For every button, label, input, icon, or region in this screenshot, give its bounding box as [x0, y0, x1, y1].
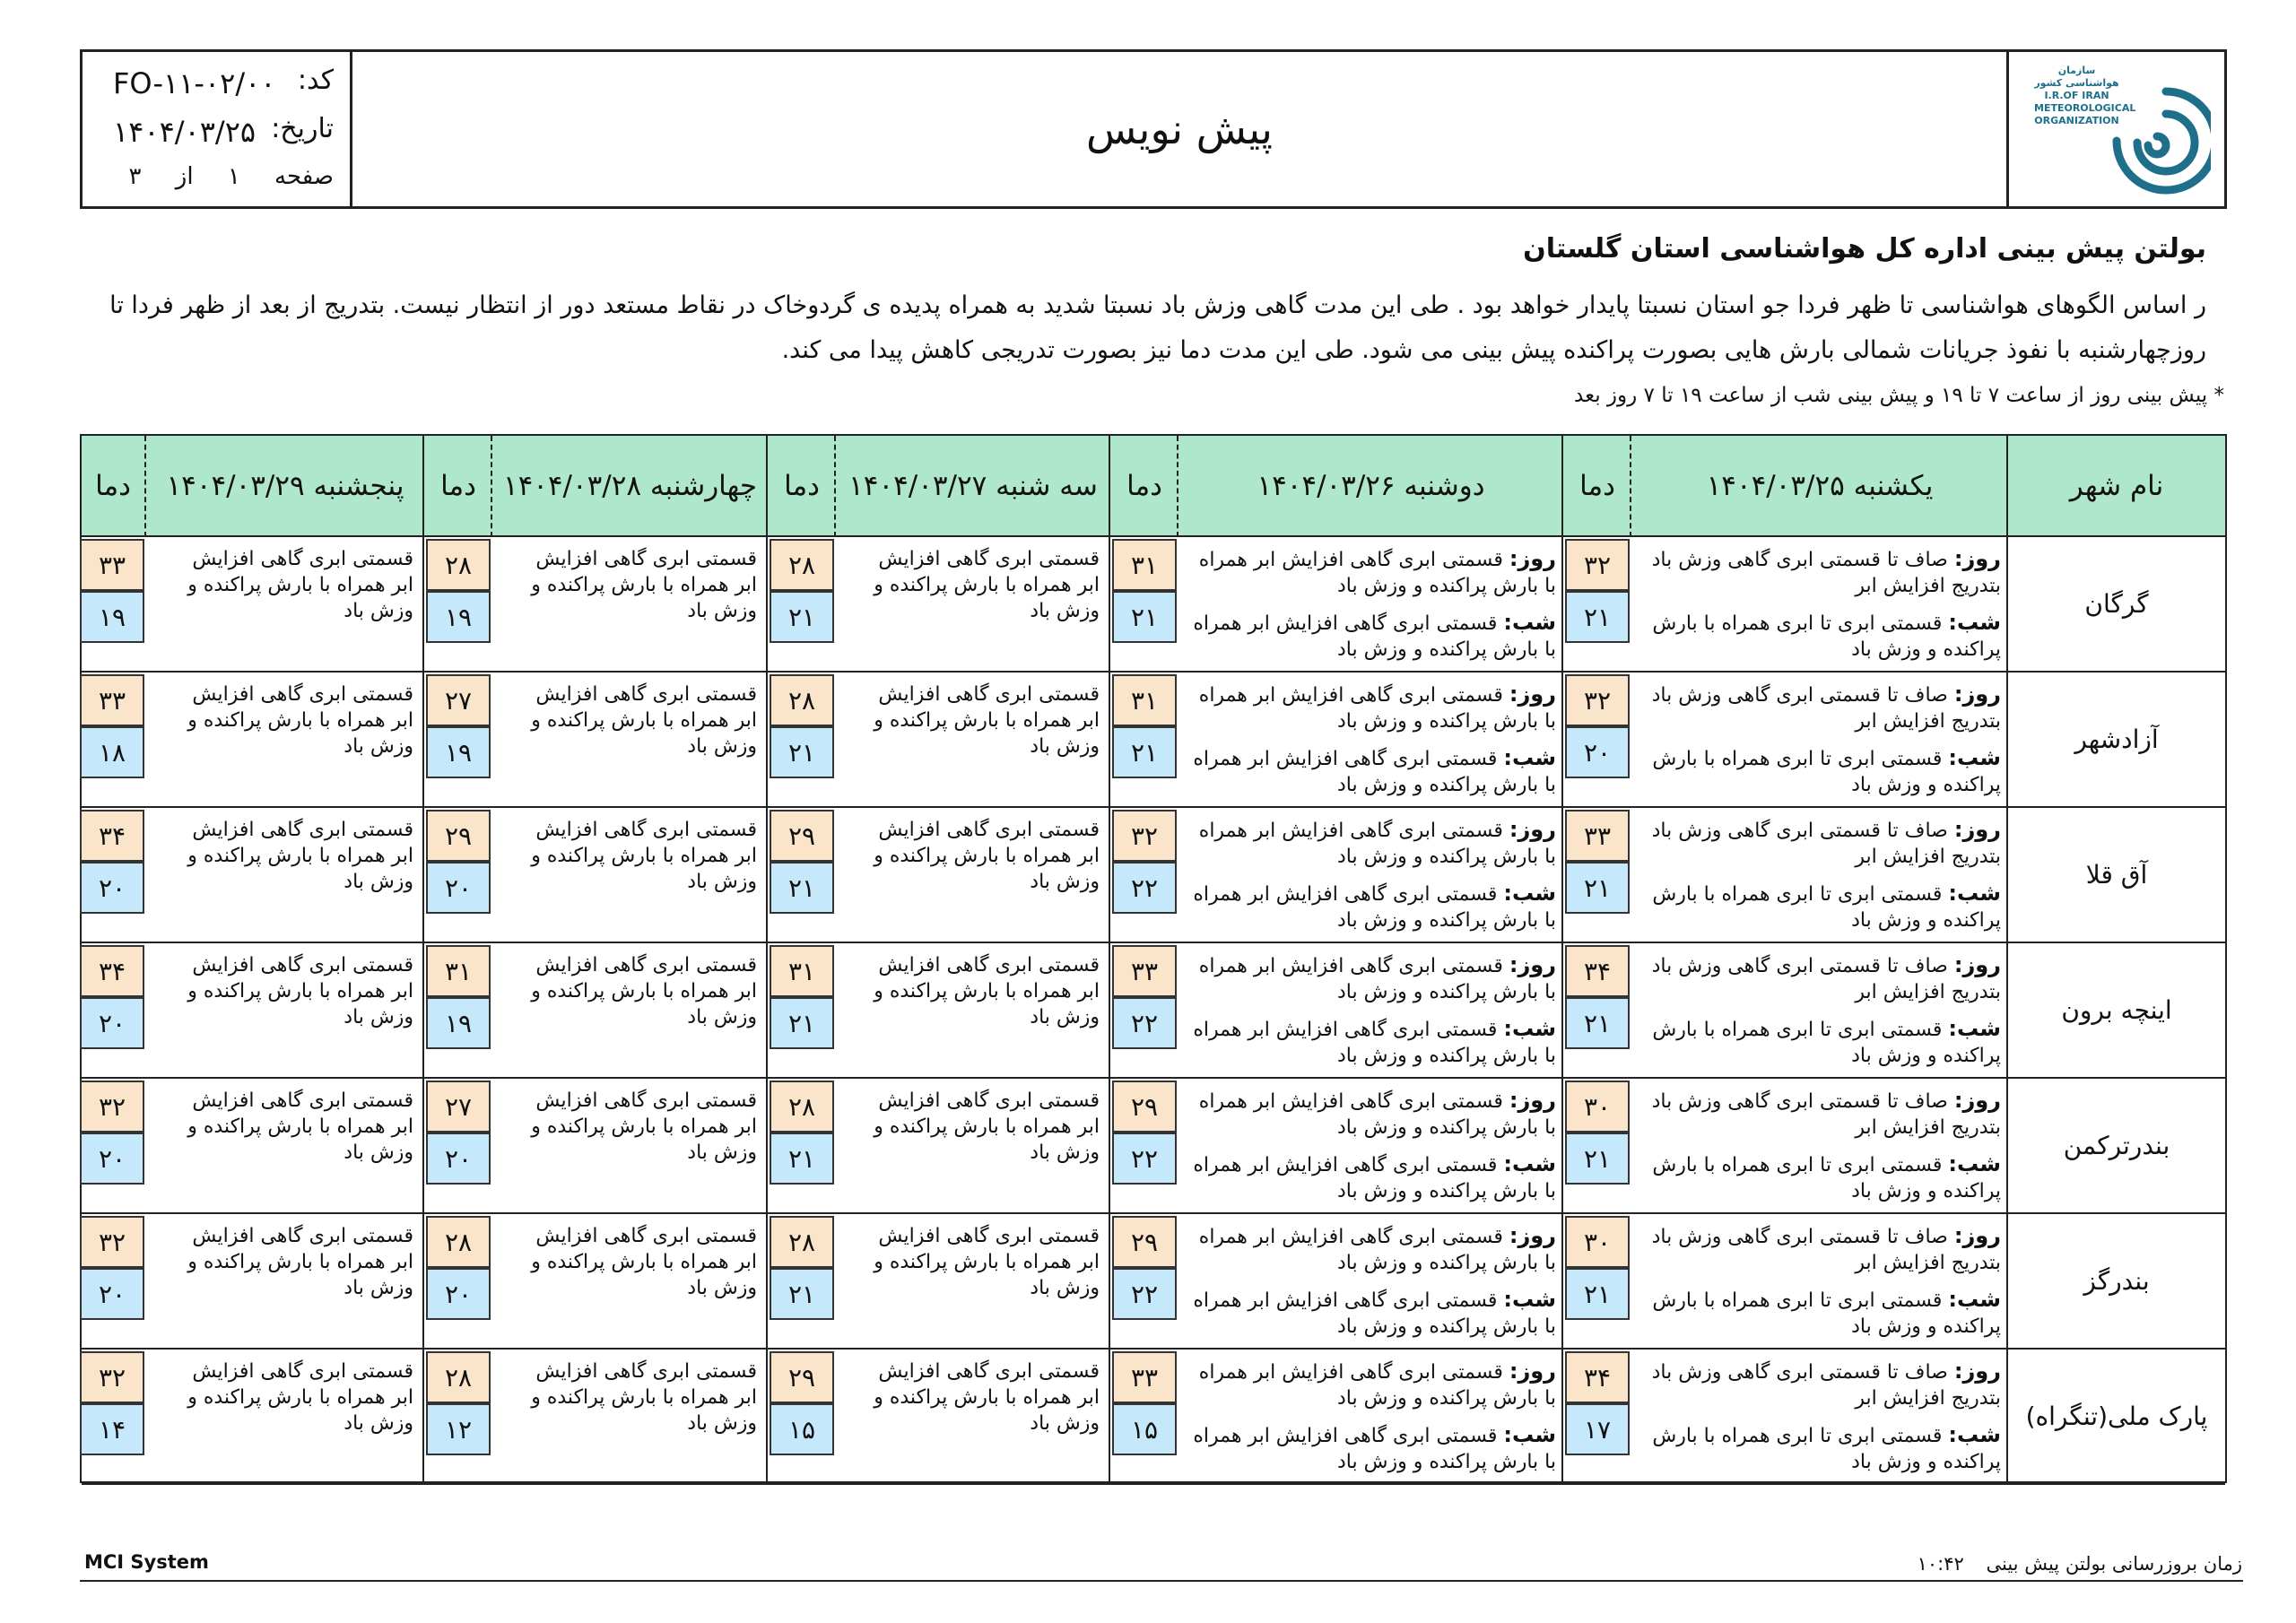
daily-forecast-text: قسمتی ابری گاهی افزایش ابر همراه با بارش پراکنده و وزش باد	[187, 1225, 413, 1299]
max-temperature: ۲۸	[770, 539, 834, 591]
day-forecast	[1186, 1088, 1556, 1141]
header-temp-4: دما	[440, 469, 476, 502]
header-temp-2: دما	[1126, 469, 1162, 502]
max-temperature: ۲۹	[1112, 1081, 1177, 1133]
document-meta	[83, 52, 352, 206]
header-day5: پنجشنبه ۱۴۰۴/۰۳/۲۹	[166, 469, 404, 502]
night-forecast-text: قسمتی ابری تا ابری همراه با بارش پراکنده و وزش باد	[1652, 883, 2001, 932]
daily-forecast-text: قسمتی ابری گاهی افزایش ابر همراه با بارش پراکنده و وزش باد	[187, 1089, 413, 1164]
min-temperature: ۲۲	[1112, 1268, 1177, 1320]
day-forecast	[1186, 817, 1556, 870]
max-temperature: ۳۳	[80, 674, 144, 726]
min-temperature: ۲۰	[80, 1268, 144, 1320]
max-temperature: ۲۸	[770, 674, 834, 726]
night-forecast	[1639, 610, 2001, 663]
max-temperature: ۲۹	[426, 810, 491, 862]
day-forecast-text: صاف تا قسمتی ابری گاهی وزش باد بتدریج افزایش ابر	[1651, 1090, 2001, 1139]
header-day3: سه شنبه ۱۴۰۴/۰۳/۲۷	[848, 469, 1098, 502]
day-forecast	[1639, 546, 2001, 599]
max-temperature: ۳۱	[770, 945, 834, 997]
max-temperature: ۲۹	[1112, 1216, 1177, 1268]
day-forecast-text: قسمتی ابری گاهی افزایش ابر همراه با بارش پراکنده و وزش باد	[1198, 820, 1556, 868]
max-temperature: ۲۸	[770, 1081, 834, 1133]
night-forecast	[1639, 1422, 2001, 1475]
min-temperature: ۲۱	[1565, 591, 1630, 643]
max-temperature: ۳۳	[1565, 810, 1630, 862]
table-row	[82, 1350, 2225, 1485]
max-temperature: ۳۲	[80, 1081, 144, 1133]
forecast-time-note: * پیش بینی روز از ساعت ۷ تا ۱۹ و پیش بینی شب از ساعت ۱۹ تا ۷ روز بعد	[1574, 384, 2224, 407]
night-forecast-text: قسمتی ابری گاهی افزایش ابر همراه با بارش پراکنده و وزش باد	[1193, 1019, 1556, 1067]
day-night-forecast	[1631, 943, 2008, 1077]
daily-forecast-text: قسمتی ابری گاهی افزایش ابر همراه با بارش پراکنده و وزش باد	[187, 548, 413, 622]
daily-forecast-text: قسمتی ابری گاهی افزایش ابر همراه با بارش پراکنده و وزش باد	[874, 683, 1100, 758]
header-dashed-divider	[1177, 436, 1178, 537]
date-value: ۱۴۰۴/۰۳/۲۵	[113, 115, 257, 149]
min-temperature: ۲۱	[1565, 997, 1630, 1049]
header-day1: یکشنبه ۱۴۰۴/۰۳/۲۵	[1706, 469, 1934, 502]
day-forecast	[1186, 681, 1556, 734]
night-label: شب:	[1948, 1151, 2001, 1176]
min-temperature: ۱۷	[1565, 1403, 1630, 1455]
daily-forecast-text: قسمتی ابری گاهی افزایش ابر همراه با بارش پراکنده و وزش باد	[531, 548, 757, 622]
day-label: روز:	[1953, 952, 2001, 977]
night-forecast	[1639, 1016, 2001, 1069]
day-night-forecast	[1178, 943, 1563, 1077]
day-label: روز:	[1509, 546, 1556, 571]
day-label: روز:	[1509, 1358, 1556, 1384]
header-temp-3: دما	[784, 469, 820, 502]
daily-forecast-text: قسمتی ابری گاهی افزایش ابر همراه با بارش پراکنده و وزش باد	[187, 683, 413, 758]
night-label: شب:	[1503, 745, 1556, 770]
min-temperature: ۲۰	[426, 1133, 491, 1185]
header-temp-1: دما	[1579, 469, 1615, 502]
city-name: پارک ملی(تنگراه)	[2025, 1402, 2208, 1431]
logo-text: سازمان هواشناسی کشور I.R.OF IRAN METEOROLOGICAL ORGANIZATION	[2034, 65, 2136, 126]
day-forecast-text: صاف تا قسمتی ابری گاهی وزش باد بتدریج افزایش ابر	[1651, 549, 2001, 597]
night-label: شب:	[1948, 1287, 2001, 1312]
header-city: نام شهر	[2069, 469, 2164, 502]
day-forecast	[1639, 1223, 2001, 1276]
day-forecast-text: صاف تا قسمتی ابری گاهی وزش باد بتدریج افزایش ابر	[1651, 1361, 2001, 1410]
max-temperature: ۲۹	[770, 810, 834, 862]
city-name: اینچه برون	[2061, 995, 2172, 1025]
day-forecast	[1639, 1358, 2001, 1411]
table-header-row	[82, 436, 2225, 537]
min-temperature: ۱۹	[426, 726, 491, 778]
day-night-forecast	[1178, 1350, 1563, 1483]
header-day4: چهارشنبه ۱۴۰۴/۰۳/۲۸	[502, 469, 758, 502]
day-label: روز:	[1509, 952, 1556, 977]
day-label: روز:	[1953, 1358, 2001, 1384]
header-dashed-divider	[1630, 436, 1631, 537]
max-temperature: ۳۰	[1565, 1081, 1630, 1133]
daily-forecast-text: قسمتی ابری گاهی افزایش ابر همراه با بارش پراکنده و وزش باد	[531, 683, 757, 758]
table-row	[82, 537, 2225, 673]
max-temperature: ۲۸	[426, 1216, 491, 1268]
night-forecast-text: قسمتی ابری گاهی افزایش ابر همراه با بارش پراکنده و وزش باد	[1193, 1289, 1556, 1338]
code-label: کد:	[297, 65, 334, 96]
day-label: روز:	[1509, 681, 1556, 707]
daily-forecast-text: قسمتی ابری گاهی افزایش ابر همراه با بارش پراکنده و وزش باد	[874, 1225, 1100, 1299]
night-label: شب:	[1948, 1016, 2001, 1041]
max-temperature: ۳۱	[1112, 674, 1177, 726]
night-forecast-text: قسمتی ابری تا ابری همراه با بارش پراکنده و وزش باد	[1652, 1019, 2001, 1067]
table-row	[82, 943, 2225, 1079]
day-night-forecast	[1631, 673, 2008, 806]
min-temperature: ۲۱	[770, 862, 834, 914]
table-row	[82, 1214, 2225, 1350]
day-night-forecast	[1178, 673, 1563, 806]
night-label: شب:	[1503, 1287, 1556, 1312]
max-temperature: ۲۹	[770, 1351, 834, 1403]
min-temperature: ۲۱	[770, 1268, 834, 1320]
night-forecast-text: قسمتی ابری تا ابری همراه با بارش پراکنده و وزش باد	[1652, 1289, 2001, 1338]
bulletin-description: ر اساس الگوهای هواشناسی تا ظهر فردا جو استان نسبتا پایدار خواهد بود . طی این مدت گاهی وزش باد نسبتا شدید به همراه پدیده ی گردوخاک در نقاط مستعد دور از انتظار نیست. بتدریج از بعد از ظهر فردا تا روزچهارشنبه با نفوذ جریانات شمالی بارش هایی بصورت پراکنده پیش بینی می شود. طی این مدت دما نیز بصورت تدریجی کاهش پیدا می کند.	[109, 291, 2206, 364]
max-temperature: ۲۸	[426, 1351, 491, 1403]
min-temperature: ۱۹	[426, 997, 491, 1049]
night-label: شب:	[1948, 610, 2001, 635]
day-night-forecast	[1631, 537, 2008, 671]
min-temperature: ۲۱	[1565, 1133, 1630, 1185]
day-night-forecast	[1631, 1350, 2008, 1483]
day-forecast	[1186, 546, 1556, 599]
day-label: روز:	[1953, 817, 2001, 842]
header-temp-5: دما	[95, 469, 131, 502]
day-forecast-text: صاف تا قسمتی ابری گاهی وزش باد بتدریج افزایش ابر	[1651, 955, 2001, 1003]
daily-forecast-text: قسمتی ابری گاهی افزایش ابر همراه با بارش پراکنده و وزش باد	[187, 954, 413, 1028]
daily-forecast-text: قسمتی ابری گاهی افزایش ابر همراه با بارش پراکنده و وزش باد	[874, 1089, 1100, 1164]
min-temperature: ۲۰	[80, 997, 144, 1049]
night-forecast	[1186, 1016, 1556, 1069]
min-temperature: ۲۲	[1112, 862, 1177, 914]
day-night-forecast	[1178, 537, 1563, 671]
forecast-table	[80, 434, 2227, 1483]
header-dashed-divider	[834, 436, 836, 537]
code-value: FO-۱۱-۰۲/۰۰	[113, 66, 276, 100]
system-name: MCI System	[84, 1551, 209, 1573]
min-temperature: ۲۰	[426, 1268, 491, 1320]
day-forecast-text: قسمتی ابری گاهی افزایش ابر همراه با بارش پراکنده و وزش باد	[1198, 1361, 1556, 1410]
daily-forecast-text: قسمتی ابری گاهی افزایش ابر همراه با بارش پراکنده و وزش باد	[531, 1225, 757, 1299]
min-temperature: ۲۰	[426, 862, 491, 914]
header-dashed-divider	[491, 436, 492, 537]
min-temperature: ۱۹	[426, 591, 491, 643]
max-temperature: ۲۸	[770, 1216, 834, 1268]
daily-forecast-text: قسمتی ابری گاهی افزایش ابر همراه با بارش پراکنده و وزش باد	[874, 548, 1100, 622]
day-label: روز:	[1953, 546, 2001, 571]
page-number: صفحه ۱ از ۳	[128, 163, 334, 190]
day-forecast-text: قسمتی ابری گاهی افزایش ابر همراه با بارش پراکنده و وزش باد	[1198, 1090, 1556, 1139]
min-temperature: ۱۹	[80, 591, 144, 643]
daily-forecast-text: قسمتی ابری گاهی افزایش ابر همراه با بارش پراکنده و وزش باد	[531, 1360, 757, 1435]
night-forecast	[1186, 1422, 1556, 1475]
night-forecast-text: قسمتی ابری تا ابری همراه با بارش پراکنده و وزش باد	[1652, 1154, 2001, 1202]
night-label: شب:	[1948, 745, 2001, 770]
day-forecast	[1639, 952, 2001, 1005]
day-forecast	[1186, 1358, 1556, 1411]
max-temperature: ۳۲	[1565, 539, 1630, 591]
min-temperature: ۲۲	[1112, 997, 1177, 1049]
daily-forecast-text: قسمتی ابری گاهی افزایش ابر همراه با بارش پراکنده و وزش باد	[874, 819, 1100, 893]
max-temperature: ۳۳	[80, 539, 144, 591]
max-temperature: ۳۴	[1565, 945, 1630, 997]
header-day2: دوشنبه ۱۴۰۴/۰۳/۲۶	[1257, 469, 1485, 502]
day-forecast-text: قسمتی ابری گاهی افزایش ابر همراه با بارش پراکنده و وزش باد	[1198, 955, 1556, 1003]
table-row	[82, 1079, 2225, 1214]
day-night-forecast	[1631, 1079, 2008, 1212]
max-temperature: ۳۴	[80, 945, 144, 997]
day-label: روز:	[1953, 681, 2001, 707]
min-temperature: ۱۵	[770, 1403, 834, 1455]
night-forecast	[1639, 1287, 2001, 1340]
min-temperature: ۲۱	[1112, 591, 1177, 643]
day-forecast-text: صاف تا قسمتی ابری گاهی وزش باد بتدریج افزایش ابر	[1651, 684, 2001, 733]
day-night-forecast	[1178, 1079, 1563, 1212]
night-forecast	[1639, 881, 2001, 933]
daily-forecast-text: قسمتی ابری گاهی افزایش ابر همراه با بارش پراکنده و وزش باد	[187, 1360, 413, 1435]
max-temperature: ۳۰	[1565, 1216, 1630, 1268]
max-temperature: ۳۱	[1112, 539, 1177, 591]
day-forecast	[1639, 1088, 2001, 1141]
daily-forecast-text: قسمتی ابری گاهی افزایش ابر همراه با بارش پراکنده و وزش باد	[874, 954, 1100, 1028]
daily-forecast-text: قسمتی ابری گاهی افزایش ابر همراه با بارش پراکنده و وزش باد	[531, 954, 757, 1028]
document-header	[80, 49, 2227, 209]
night-label: شب:	[1948, 1422, 2001, 1447]
day-forecast	[1186, 952, 1556, 1005]
min-temperature: ۲۱	[1112, 726, 1177, 778]
city-name: بندرترکمن	[2063, 1131, 2170, 1160]
night-forecast-text: قسمتی ابری گاهی افزایش ابر همراه با بارش پراکنده و وزش باد	[1193, 612, 1556, 661]
night-forecast	[1186, 745, 1556, 798]
daily-forecast-text: قسمتی ابری گاهی افزایش ابر همراه با بارش پراکنده و وزش باد	[187, 819, 413, 893]
min-temperature: ۱۴	[80, 1403, 144, 1455]
max-temperature: ۳۲	[1112, 810, 1177, 862]
min-temperature: ۲۱	[770, 1133, 834, 1185]
document-title: پیش نویس	[1086, 105, 1273, 153]
day-night-forecast	[1178, 1214, 1563, 1348]
min-temperature: ۲۰	[80, 862, 144, 914]
night-forecast-text: قسمتی ابری تا ابری همراه با بارش پراکنده و وزش باد	[1652, 748, 2001, 796]
night-label: شب:	[1503, 881, 1556, 906]
daily-forecast-text: قسمتی ابری گاهی افزایش ابر همراه با بارش پراکنده و وزش باد	[531, 819, 757, 893]
city-name: بندرگز	[2083, 1266, 2150, 1296]
min-temperature: ۲۰	[80, 1133, 144, 1185]
day-forecast	[1186, 1223, 1556, 1276]
day-forecast-text: صاف تا قسمتی ابری گاهی وزش باد بتدریج افزایش ابر	[1651, 1226, 2001, 1274]
bulletin-title: بولتن پیش بینی اداره کل هواشناسی استان گلستان	[1523, 233, 2206, 265]
date-label: تاریخ:	[271, 113, 334, 144]
logo-area	[2006, 52, 2224, 206]
update-label: زمان بروزرسانی بولتن پیش بینی	[1986, 1553, 2242, 1575]
table-row	[82, 808, 2225, 943]
night-label: شب:	[1503, 1151, 1556, 1176]
night-forecast-text: قسمتی ابری گاهی افزایش ابر همراه با بارش پراکنده و وزش باد	[1193, 1425, 1556, 1473]
min-temperature: ۲۱	[770, 726, 834, 778]
min-temperature: ۲۱	[1565, 1268, 1630, 1320]
max-temperature: ۲۷	[426, 1081, 491, 1133]
max-temperature: ۳۴	[1565, 1351, 1630, 1403]
day-label: روز:	[1509, 1088, 1556, 1113]
night-forecast-text: قسمتی ابری گاهی افزایش ابر همراه با بارش پراکنده و وزش باد	[1193, 883, 1556, 932]
daily-forecast-text: قسمتی ابری گاهی افزایش ابر همراه با بارش پراکنده و وزش باد	[531, 1089, 757, 1164]
max-temperature: ۲۸	[426, 539, 491, 591]
day-night-forecast	[1631, 1214, 2008, 1348]
day-night-forecast	[1631, 808, 2008, 942]
min-temperature: ۲۲	[1112, 1133, 1177, 1185]
night-forecast	[1186, 1287, 1556, 1340]
day-label: روز:	[1953, 1088, 2001, 1113]
night-forecast	[1639, 745, 2001, 798]
min-temperature: ۲۱	[1565, 862, 1630, 914]
min-temperature: ۲۱	[770, 591, 834, 643]
max-temperature: ۳۲	[80, 1351, 144, 1403]
day-label: روز:	[1509, 817, 1556, 842]
night-forecast	[1186, 1151, 1556, 1204]
table-row	[82, 673, 2225, 808]
night-forecast-text: قسمتی ابری تا ابری همراه با بارش پراکنده و وزش باد	[1652, 1425, 2001, 1473]
night-forecast-text: قسمتی ابری تا ابری همراه با بارش پراکنده و وزش باد	[1652, 612, 2001, 661]
night-forecast	[1639, 1151, 2001, 1204]
day-label: روز:	[1953, 1223, 2001, 1248]
max-temperature: ۳۱	[426, 945, 491, 997]
city-name: گرگان	[2084, 589, 2149, 619]
max-temperature: ۳۲	[80, 1216, 144, 1268]
night-label: شب:	[1948, 881, 2001, 906]
min-temperature: ۱۸	[80, 726, 144, 778]
day-forecast	[1639, 681, 2001, 734]
day-forecast-text: صاف تا قسمتی ابری گاهی وزش باد بتدریج افزایش ابر	[1651, 820, 2001, 868]
max-temperature: ۲۷	[426, 674, 491, 726]
max-temperature: ۳۴	[80, 810, 144, 862]
night-forecast	[1186, 610, 1556, 663]
daily-forecast-text: قسمتی ابری گاهی افزایش ابر همراه با بارش پراکنده و وزش باد	[874, 1360, 1100, 1435]
min-temperature: ۲۱	[770, 997, 834, 1049]
city-name: آق قلا	[2085, 860, 2148, 890]
day-forecast-text: قسمتی ابری گاهی افزایش ابر همراه با بارش پراکنده و وزش باد	[1198, 1226, 1556, 1274]
min-temperature: ۱۲	[426, 1403, 491, 1455]
min-temperature: ۱۵	[1112, 1403, 1177, 1455]
night-label: شب:	[1503, 1016, 1556, 1041]
day-forecast	[1639, 817, 2001, 870]
city-name: آزادشهر	[2074, 725, 2159, 754]
day-night-forecast	[1178, 808, 1563, 942]
footer-divider	[80, 1580, 2243, 1582]
max-temperature: ۳۳	[1112, 945, 1177, 997]
update-info	[1918, 1553, 2242, 1575]
day-forecast-text: قسمتی ابری گاهی افزایش ابر همراه با بارش پراکنده و وزش باد	[1198, 549, 1556, 597]
night-label: شب:	[1503, 610, 1556, 635]
night-forecast	[1186, 881, 1556, 933]
min-temperature: ۲۰	[1565, 726, 1630, 778]
update-time: ۱۰:۴۲	[1917, 1553, 1964, 1575]
night-label: شب:	[1503, 1422, 1556, 1447]
night-forecast-text: قسمتی ابری گاهی افزایش ابر همراه با بارش پراکنده و وزش باد	[1193, 748, 1556, 796]
max-temperature: ۳۳	[1112, 1351, 1177, 1403]
max-temperature: ۳۲	[1565, 674, 1630, 726]
day-label: روز:	[1509, 1223, 1556, 1248]
day-forecast-text: قسمتی ابری گاهی افزایش ابر همراه با بارش پراکنده و وزش باد	[1198, 684, 1556, 733]
night-forecast-text: قسمتی ابری گاهی افزایش ابر همراه با بارش پراکنده و وزش باد	[1193, 1154, 1556, 1202]
header-dashed-divider	[144, 436, 146, 537]
